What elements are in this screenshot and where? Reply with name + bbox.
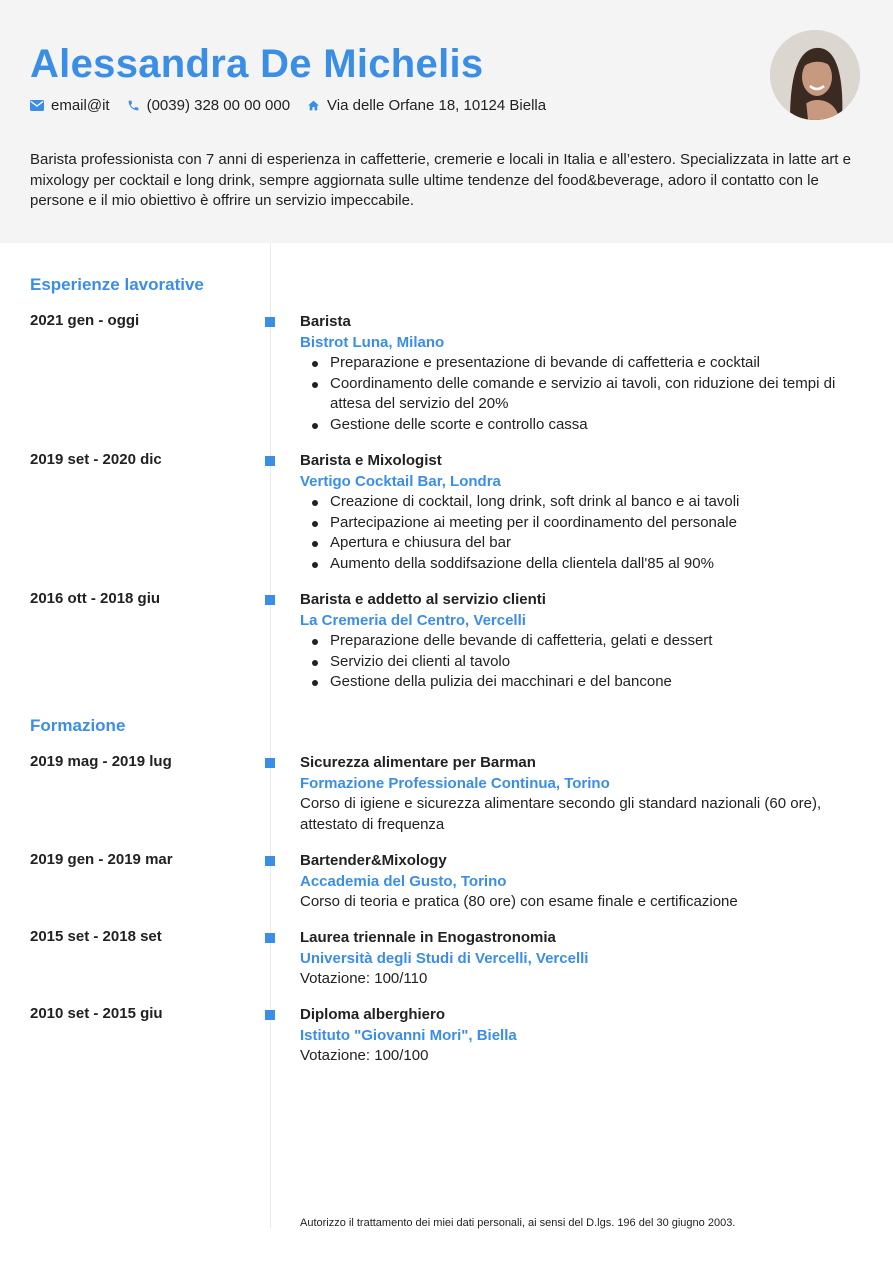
timeline-marker <box>265 758 275 768</box>
profile-summary: Barista professionista con 7 anni di esperienza in caffetterie, cremerie e locali in Italia e all’estero. Specializzata in latte art e mixology per cocktail e long drink, sempre aggiornata sulle ultime tendenze del food&beverage, adoro il contatto con le persone e il mio obiettivo è offrire un servizio impeccabile. <box>30 151 851 209</box>
entry-content <box>300 1005 860 1067</box>
entry-date: 2016 ott - 2018 giu <box>30 590 161 607</box>
entry-date: 2019 set - 2020 dic <box>30 451 162 468</box>
entry-role: Barista e addetto al servizio clienti <box>300 591 546 608</box>
entry-role: Laurea triennale in Enogastronomia <box>300 929 556 946</box>
bullet-item: Creazione di cocktail, long drink, soft drink al banco e ai tavoli <box>300 492 860 513</box>
entry-organization: La Cremeria del Centro, Vercelli <box>300 611 526 629</box>
contact-email <box>30 97 110 114</box>
entry-description: Corso di igiene e sicurezza alimentare secondo gli standard nazionali (60 ore), attestato di frequenza <box>300 795 822 833</box>
home-icon <box>307 99 320 112</box>
entry-role: Diploma alberghiero <box>300 1006 446 1023</box>
entry-content <box>300 851 860 913</box>
header <box>0 0 893 243</box>
entry-organization: Università degli Studi di Vercelli, Vercelli <box>300 949 589 967</box>
timeline-marker <box>265 595 275 605</box>
entry-role: Sicurezza alimentare per Barman <box>300 754 536 771</box>
entry-role: Barista e Mixologist <box>300 452 442 469</box>
entry-description: Votazione: 100/100 <box>300 1047 429 1065</box>
email-icon <box>30 100 44 111</box>
entry-bullets <box>300 631 860 693</box>
timeline-marker <box>265 1010 275 1020</box>
bullet-item: Apertura e chiusura del bar <box>300 533 860 554</box>
phone-text: (0039) 328 00 00 000 <box>146 97 291 114</box>
privacy-consent: Autorizzo il trattamento dei miei dati personali, ai sensi del D.lgs. 196 del 30 giugno 2003. <box>300 1217 736 1229</box>
entry-content <box>300 753 860 835</box>
bullet-item: Aumento della soddifsazione della clientela dall'85 al 90% <box>300 554 860 575</box>
entry-date: 2019 gen - 2019 mar <box>30 851 173 868</box>
entry-content <box>300 590 860 693</box>
email-text: email@it <box>51 97 110 114</box>
timeline-marker <box>265 856 275 866</box>
bullet-item: Preparazione e presentazione di bevande di caffetteria e cocktail <box>300 353 860 374</box>
entry-date: 2019 mag - 2019 lug <box>30 753 172 770</box>
entry-date: 2015 set - 2018 set <box>30 928 162 945</box>
entry-bullets <box>300 492 860 574</box>
timeline-divider <box>270 243 271 1228</box>
bullet-item: Gestione delle scorte e controllo cassa <box>300 415 860 436</box>
entry-content <box>300 928 860 990</box>
contact-bar <box>30 97 563 114</box>
bullet-item: Gestione della pulizia dei macchinari e del bancone <box>300 672 860 693</box>
timeline-marker <box>265 456 275 466</box>
contact-phone <box>127 97 290 114</box>
entry-organization: Istituto "Giovanni Mori", Biella <box>300 1026 517 1044</box>
entry-content <box>300 451 860 575</box>
candidate-name: Alessandra De Michelis <box>30 42 484 86</box>
section-title-education: Formazione <box>30 716 126 735</box>
entry-date: 2010 set - 2015 giu <box>30 1005 163 1022</box>
entry-role: Barista <box>300 313 351 330</box>
address-text: Via delle Orfane 18, 10124 Biella <box>327 97 547 114</box>
entry-date: 2021 gen - oggi <box>30 312 140 329</box>
entry-organization: Accademia del Gusto, Torino <box>300 872 507 890</box>
entry-content <box>300 312 860 436</box>
entry-role: Bartender&Mixology <box>300 852 447 869</box>
entry-organization: Vertigo Cocktail Bar, Londra <box>300 472 501 490</box>
section-title-experience: Esperienze lavorative <box>30 275 204 294</box>
entry-description: Corso di teoria e pratica (80 ore) con esame finale e certificazione <box>300 893 738 911</box>
entry-organization: Bistrot Luna, Milano <box>300 333 445 351</box>
bullet-item: Coordinamento delle comande e servizio ai tavoli, con riduzione dei tempi di attesa del servizio del 20% <box>300 374 860 415</box>
entry-organization: Formazione Professionale Continua, Torino <box>300 774 610 792</box>
timeline-marker <box>265 933 275 943</box>
entry-bullets <box>300 353 860 435</box>
contact-address <box>307 97 546 114</box>
bullet-item: Servizio dei clienti al tavolo <box>300 652 860 673</box>
profile-photo <box>770 30 860 120</box>
phone-icon <box>127 99 140 112</box>
bullet-item: Partecipazione ai meeting per il coordinamento del personale <box>300 513 860 534</box>
bullet-item: Preparazione delle bevande di caffetteria, gelati e dessert <box>300 631 860 652</box>
timeline-marker <box>265 317 275 327</box>
entry-description: Votazione: 100/110 <box>300 970 428 988</box>
